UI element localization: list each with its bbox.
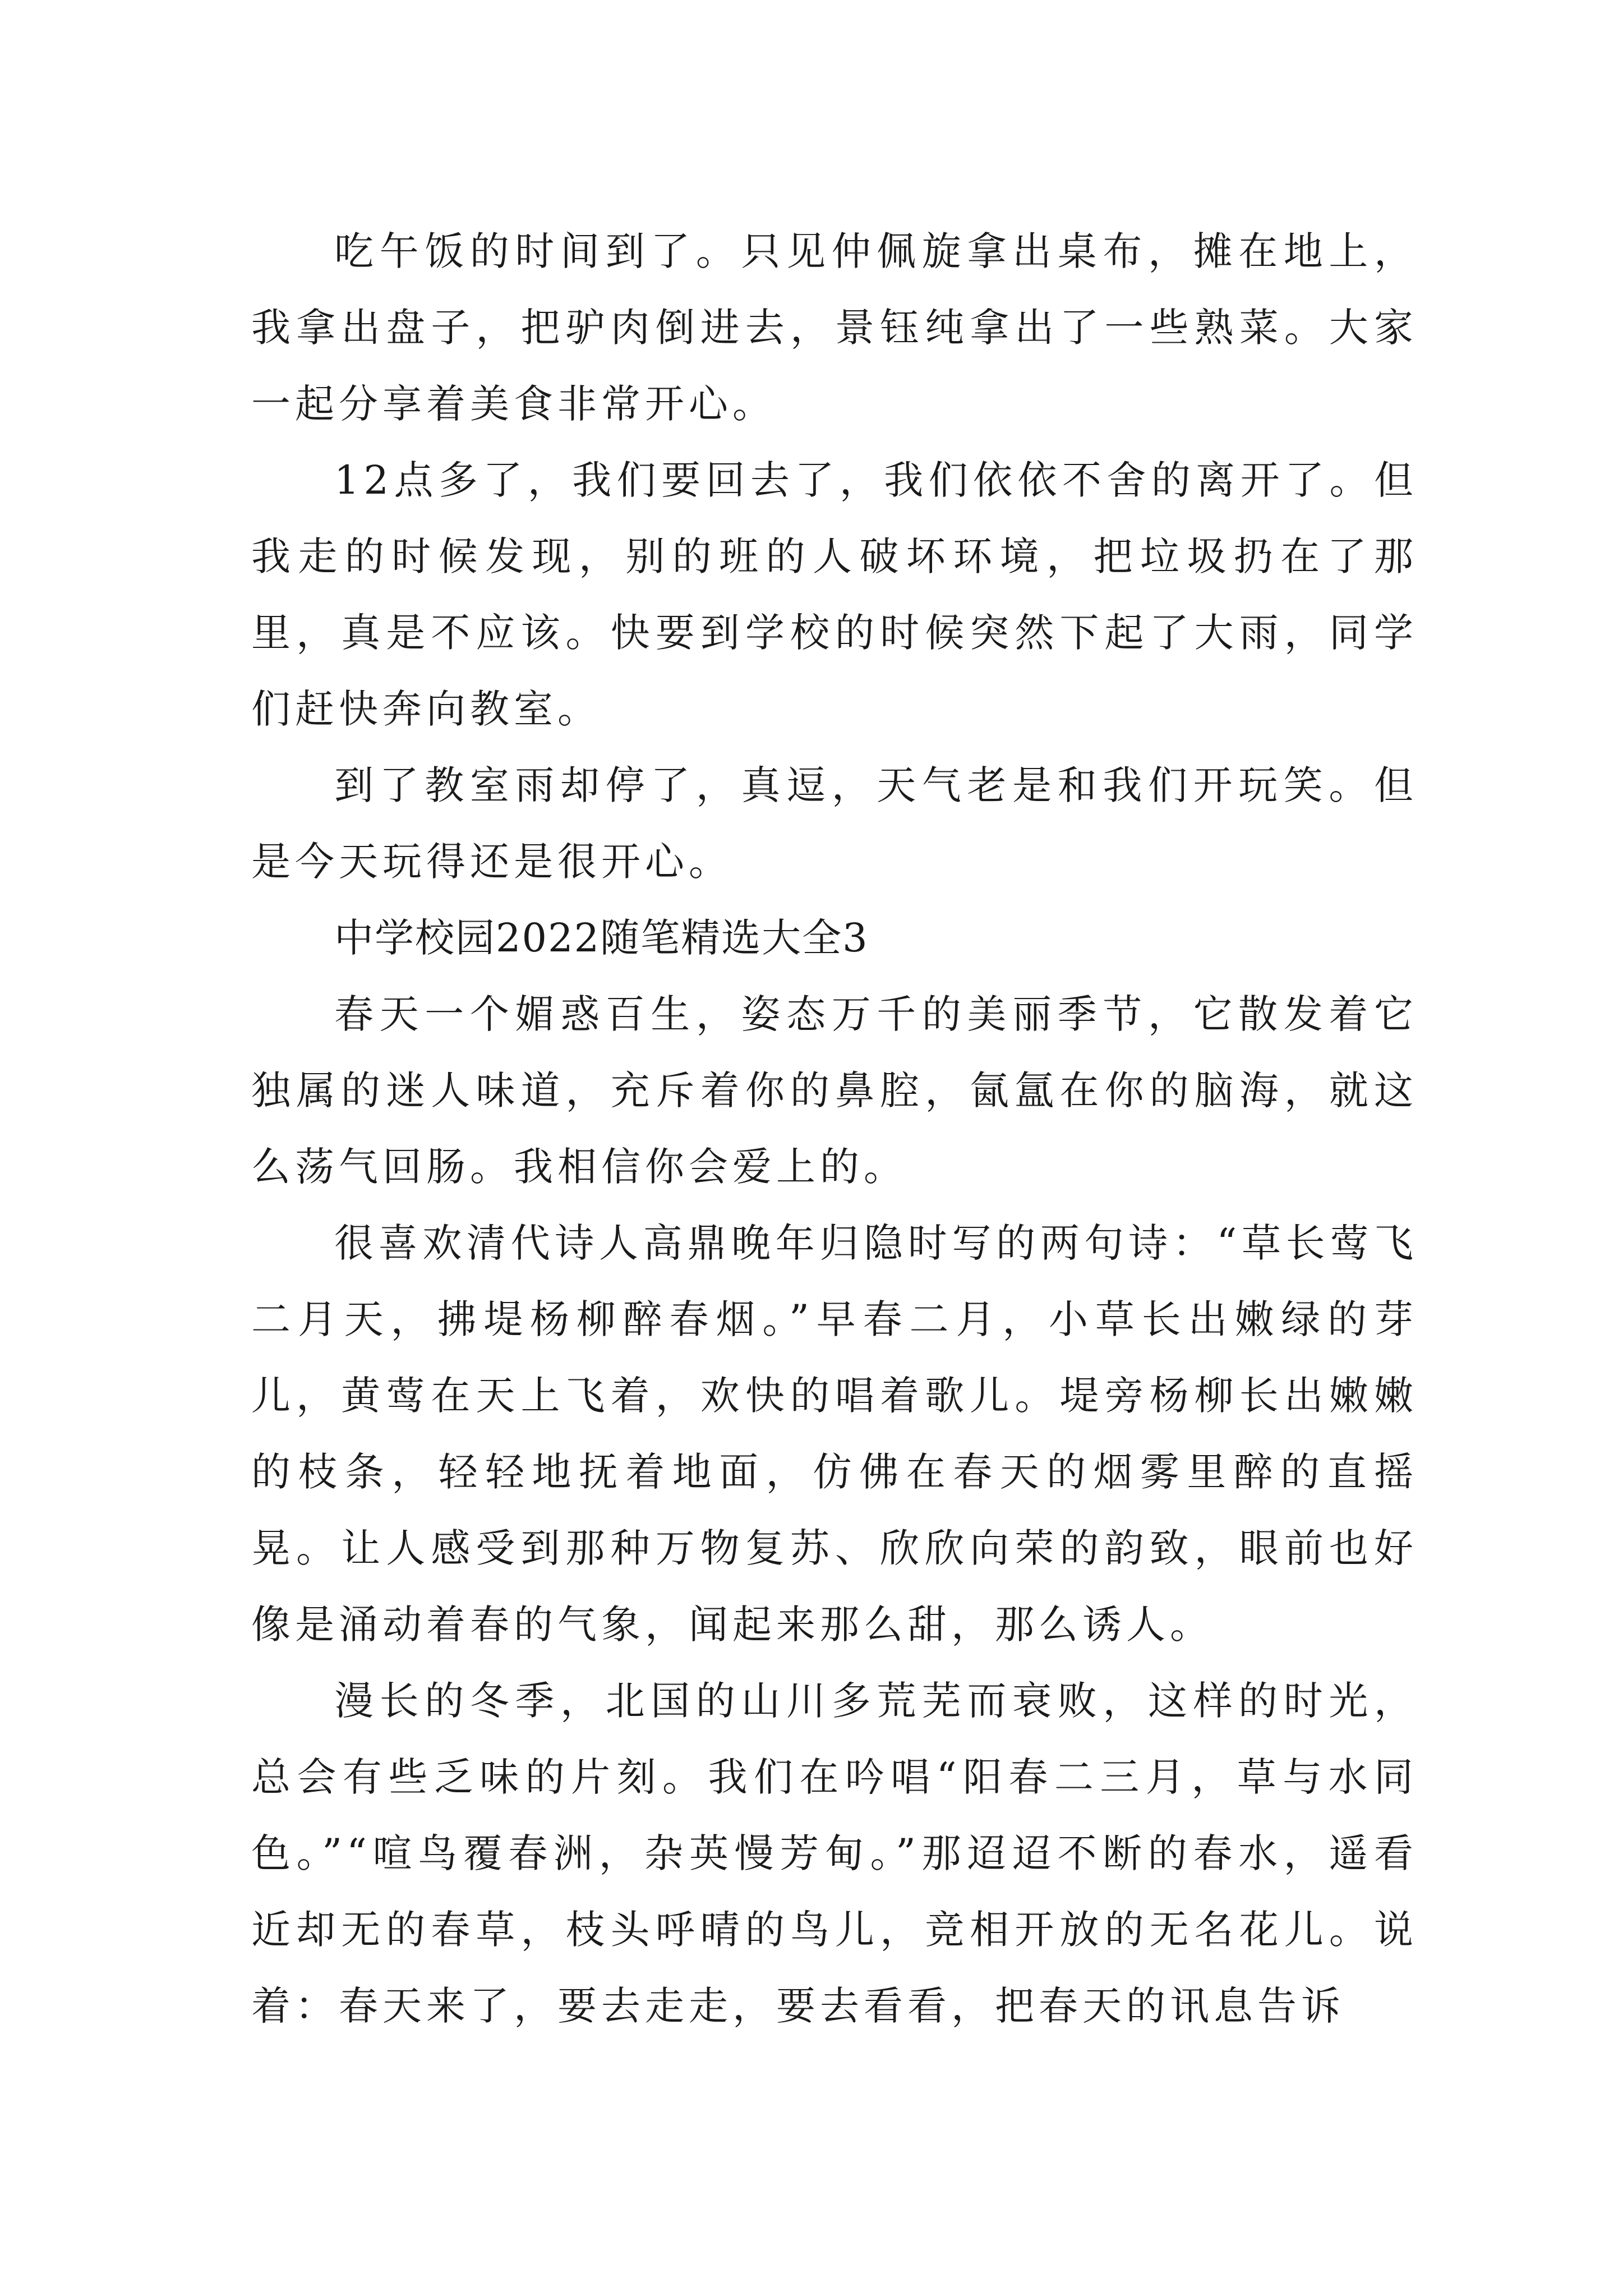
paragraph-winter: 漫长的冬季，北国的山川多荒芜而衰败，这样的时光，总会有些乏味的片刻。我们在吟唱“阳春二三月，草与水同色。”“喧鸟覆春洲，杂英慢芳甸。”那迢迢不断的春水，遥看近却无的春草，枝头呼晴的鸟儿，竞相开放的无名花儿。说着：春天来了，要去走走，要去看看，把春天的讯息告诉 (251, 1678, 1418, 2029)
paragraph-poem: 很喜欢清代诗人高鼎晚年归隐时写的两句诗：“草长莺飞二月天，拂堤杨柳醉春烟。”早春二月，小草长出嫩绿的芽儿，黄莺在天上飞着，欢快的唱着歌儿。堤旁杨柳长出嫩嫩的枝条，轻轻地抚着地面，仿佛在春天的烟雾里醉的直摇晃。让人感受到那种万物复苏、欣欣向荣的韵致，眼前也好像是涌动着春的气象，闻起来那么甜，那么诱人。 (251, 1220, 1418, 1648)
document-page (251, 213, 1418, 2044)
paragraph-spring-intro: 春天一个媚惑百生，姿态万千的美丽季节，它散发着它独属的迷人味道，充斥着你的鼻腔，氤氲在你的脑海，就这么荡气回肠。我相信你会爱上的。 (251, 991, 1418, 1190)
paragraph-classroom: 到了教室雨却停了，真逗，天气老是和我们开玩笑。但是今天玩得还是很开心。 (251, 762, 1418, 885)
paragraph-return: 12点多了，我们要回去了，我们依依不舍的离开了。但我走的时候发现，别的班的人破坏环境，把垃圾扔在了那里，真是不应该。快要到学校的时候突然下起了大雨，同学们赶快奔向教室。 (251, 457, 1418, 732)
section-heading: 中学校园2022随笔精选大全3 (334, 915, 869, 961)
paragraph-lunch: 吃午饭的时间到了。只见仲佩旋拿出桌布，摊在地上，我拿出盘子，把驴肉倒进去，景钰纯拿出了一些熟菜。大家一起分享着美食非常开心。 (251, 228, 1418, 427)
